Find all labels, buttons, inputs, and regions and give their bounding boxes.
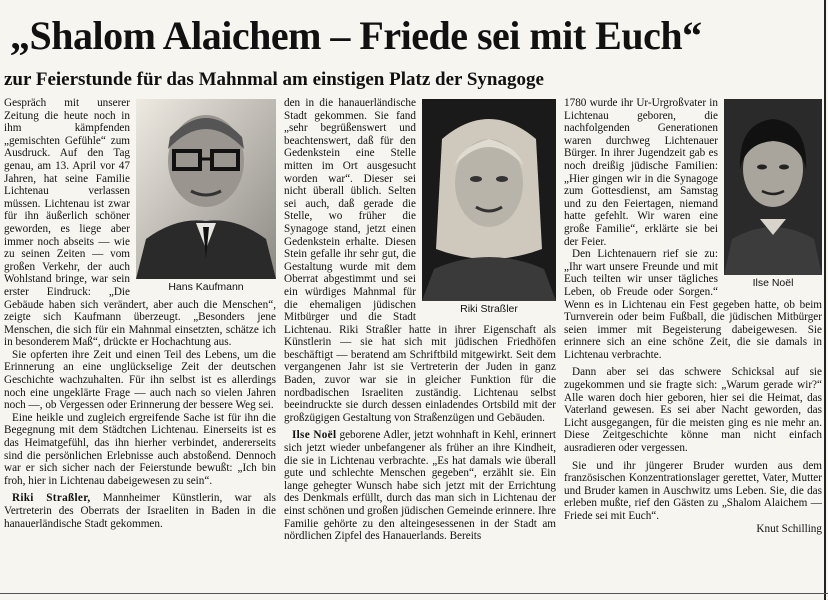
paragraph: Sie opferten ihre Zeit und einen Teil des Lebens, um die Erinnerung an eine unglückselige Zeit der deutschen Geschichte wachzuhalten. Für ihn selbst ist es allerdings noch eine ungeklärte Frage — auch nach so vielen Jahren noch —, ob Vergessen oder Erinnerung der bessere Weg sei. [4, 348, 276, 412]
paragraph: Sie und ihr jüngerer Bruder wurden aus dem französischen Konzentrationslager gerettet, Vater, Mutter und Bruder kamen in Auschwitz ums Leben. Sie, die das erleben mußte, rief den Gästen zu „Shalom Alaichem — Friede sei mit Euch“. [564, 459, 822, 522]
paragraph: den in die hanauerländische Stadt gekommen. Sie fand „sehr begrüßenswert und beachtenswert, daß für den Gedenkstein eine Stelle mitten im Ort ausgesucht worden war“. Dieser sei nicht überall üblich. Selten sei auch, daß gerade die Stelle, wo früher die Synagoge stand, jetzt einen Gedenkstein erhalte. Diesen Stein gefalle ihr sehr gut, die Gestaltung wurde mit dem Oberrat abgestimmt und sei ein würdiges Mahnmal für die ehemaligen jüdischen Mitbürger und die Stadt Lichtenau. Riki Straßler hatte in ihrer Eigenschaft als Künstlerin — sie hat sich mit jüdischen Friedhöfen beschäftigt — beratend am Schriftbild mitgewirkt. Seit dem vergangenen Jahr ist sie Vertreterin der Juden in ganz Baden, zuvor war sie in gleicher Funktion für die nordbadischen Israeliten zuständig. Lichtenau selbst beeindruckte sie durch dessen einladendes Ortsbild mit der großzügigen Gestaltung von Straßenzügen und Gebäuden. [284, 97, 556, 424]
page-bottom-rule [0, 593, 828, 594]
photo-caption: Ilse Noël [752, 277, 794, 289]
article-column-2 [284, 97, 556, 543]
photo-riki-strassler [422, 99, 556, 316]
portrait-woman-icon [724, 99, 822, 275]
portrait-man-icon [136, 99, 276, 279]
person-name: Ilse Noël [292, 429, 337, 442]
paragraph: Eine heikle und zugleich ergreifende Sache ist für ihn die Begegnung mit dem Städtchen Lichtenau. Einerseits ist es das Heimatgefühl, das ihn hierher verbindet, andererseits sind die persönlichen Erlebnisse auch abstoßend. Dennoch war er sich sicher nach der Feierstunde bewußt: „Ich bin froh, hier in Lichtenau dabeigewesen zu sein“. [4, 411, 276, 487]
headline: „Shalom Alaichem – Friede sei mit Euch“ [10, 13, 702, 58]
paragraph: 1780 wurde ihr Ur-Urgroßvater in Lichtenau geboren, die nachfolgenden Generationen waren durchweg Lichtenauer Bürger. In ihrer Jugendzeit gab es noch dreißig jüdische Familien: „Hier gingen wir in die Synagoge zum Gottesdienst, am Samstag und zu den Feiertagen, niemand hatte gefehlt. Wir waren eine große Familie“, erklärte sie bei der Feier. [564, 97, 718, 248]
paragraph: Den Lichtenauern rief sie zu: „Ihr wart unsere Freunde und mit Euch teilten wir unser tägliches Leben, ob Freude oder Sorgen.“ Wenn es in Lichtenau ein Fest gegeben hatte, ob beim Turnverein oder beim Fußball, die jüdischen Mitbürger seien immer mit Begeisterung dabeigewesen. Sie erinnere sich an eine schöne Zeit, die sie damals in Lichtenau verbrachte. [564, 248, 822, 361]
portrait-woman-icon [422, 99, 556, 301]
paragraph: Gespräch mit unserer Zeitung die heute noch in ihm kämpfenden „gemischten Gefühle“ zum Ausdruck. Auf den Tag genau, am 13. April vor 47 Jahren, hat seine Familie Lichtenau verlassen müssen. Lichtenau ist zwar für ihn äußerlich schöner geworden, es liege aber immer noch abseits — wie zu seinen Zeiten — vom großen Verkehr, der auch Wohlstand bringe, war sein erster Eindruck: „Die Gebäude haben sich verändert, aber auch die Menschen“, zeigte sich Kaufmann überzeugt. „Besonders jene Menschen, die sich für ein Mahnmal einsetzten, schätze ich in besonderem Maß“, drückte er Hochachtung aus. [4, 97, 276, 349]
photo-caption: Hans Kaufmann [168, 281, 244, 293]
author-name: Knut Schilling [756, 522, 822, 535]
paragraph-text: geborene Adler, jetzt wohnhaft in Kehl, erinnert sich jetzt wieder unbefangener als früher an ihre Kindheit, die sie in Lichtenau verbrachte. „Es hat damals wie überall gute und schlechte Menschen gegeben“, erzählt sie. Ein lange gehegter Wunsch habe sich jetzt mit der Errichtung des Denkmals erfüllt, durch das man sich in Lichtenau der einst schönen und großen jüdischen Gemeinde erinnere. Ihre Familie gehörte zu den alteingesessenen in der Stadt am nördlichen Zipfel des Hanauerlands. Bereits [284, 429, 556, 543]
subheadline: zur Feierstunde für das Mahnmal am einstigen Platz der Synagoge [4, 69, 544, 90]
person-name: Riki Straßler, [12, 492, 91, 505]
photo-hans-kaufmann [136, 99, 276, 294]
page-edge-rule [824, 0, 826, 600]
photo-ilse-noel [724, 99, 822, 290]
paragraph [4, 492, 276, 530]
paragraph: Dann aber sei das schwere Schicksal auf sie zugekommen und sie fragte sich: „Warum gerade wir?“ Alle waren doch hier geboren, hier sei die Heimat, das Vaterland gewesen. Es sei aber Nacht geworden, das Licht ausgegangen, für die meisten ging es nie mehr an. Diese Zeitgeschichte könne man nicht einfach ausradieren oder vergessen. [564, 366, 822, 455]
paragraph [284, 429, 556, 542]
byline [564, 523, 822, 536]
article-column-3 [564, 97, 822, 535]
paragraph-text: Mannheimer Künstlerin, war als Vertreterin des Oberrats der Israeliten in Baden in die hanauerländische Stadt gekommen. [4, 492, 276, 530]
photo-caption: Riki Straßler [460, 303, 518, 315]
article-column-1 [4, 97, 276, 530]
